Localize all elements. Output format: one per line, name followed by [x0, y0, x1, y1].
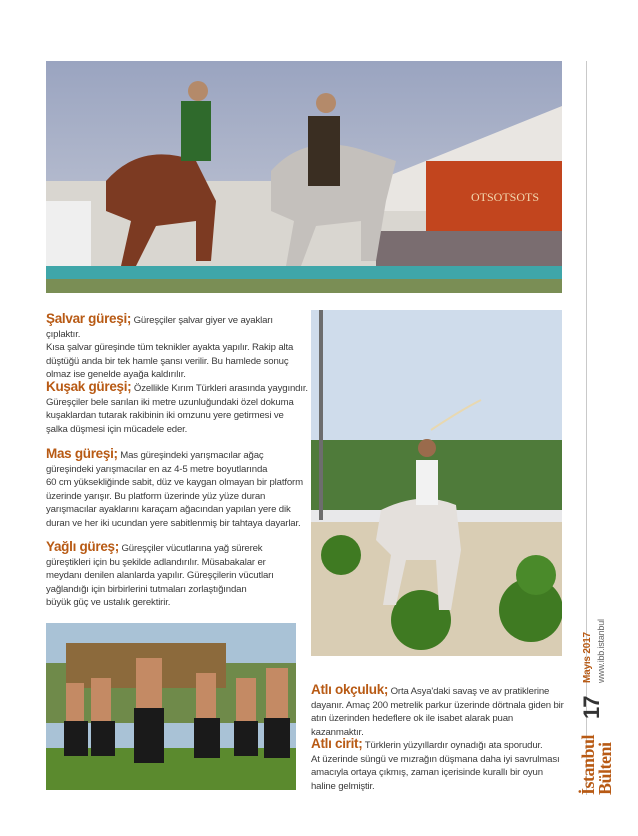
section-text: haline gelmiştir. — [311, 780, 375, 792]
brand-line-2: Bülteni — [595, 742, 615, 795]
section-text: Güreşçiler bele sarılan iki metre uzunluğundaki özel dokuma — [46, 396, 294, 408]
section-text: Güreşçiler vücutlarına yağ sürerek — [121, 543, 263, 554]
section-text: dayanır. Amaç 200 metrelik parkur üzerinde dörtnala giden bir — [311, 699, 564, 711]
section-text: olmaz ise genelde ayağa kaldırılır. — [46, 369, 186, 381]
section-heading: Mas güreşi; — [46, 446, 118, 461]
section-heading: Şalvar güreşi; — [46, 311, 132, 326]
section-text: üzerinde yarışır. Bu platform üzerinde yüz yüze duran — [46, 490, 266, 502]
atli-okculuk-section — [311, 683, 566, 739]
section-text: Mas güreşindeki yarışmacılar ağaç — [120, 450, 264, 461]
section-text: amacıyla ortaya çıkmış, zaman içerisinde kurallı bir oyun — [311, 767, 543, 779]
issue-date: Mayıs 2017 — [582, 632, 593, 683]
section-text: yarışmacılar ayaklarını karaçam ağacından yapılan yere dik — [46, 504, 291, 516]
section-text: yağlandığı için birbirlerini tutmaları zorlaştığından — [46, 583, 247, 595]
section-text: düştüğü anda bir tek hamle şansı verilir. Bu hamlede sonuç — [46, 355, 289, 367]
section-text: şalka düşmesi için mücadele eder. — [46, 423, 188, 435]
horseback-wrestlers-photo — [46, 61, 562, 293]
website-url: www.ibb.istanbul — [596, 619, 606, 683]
publication-logo — [580, 735, 614, 795]
section-text: kuşaklardan tutarak rakibinin iki omzunu yere getirmesi ve — [46, 410, 284, 422]
kusak-gures-section — [46, 380, 308, 436]
section-heading: Atlı okçuluk; — [311, 682, 389, 697]
section-heading: Kuşak güreşi; — [46, 379, 132, 394]
atli-cirit-section — [311, 737, 566, 793]
section-text: büyük güç ve ustalık gerektirir. — [46, 597, 171, 609]
section-text: Güreşçiler şalvar giyer ve ayakları çıplaktır. — [46, 315, 273, 340]
brand-line-1: İstanbul — [578, 734, 598, 795]
mas-gures-section — [46, 447, 308, 531]
sidebar-footer — [576, 535, 620, 795]
banner-text: OTSOTSOTS — [471, 190, 540, 204]
section-text: 60 cm yüksekliğinde sabit, düz ve kaygan olmayan bir platform — [46, 477, 303, 489]
section-text: Özellikle Kırım Türkleri arasında yaygındır. — [133, 383, 308, 394]
section-text: meydanı denilen alanlarda yapılır. Güreşçilerin vücutları — [46, 570, 274, 582]
section-text: Türklerin yüzyıllardır oynadığı ata sporudur. — [364, 740, 543, 751]
oil-wrestling-photo — [46, 623, 296, 790]
page-number: 17 — [579, 696, 604, 719]
mounted-archer-photo — [311, 310, 562, 656]
yagli-gures-section — [46, 540, 308, 610]
section-text: duran ve her iki ucundan yere sabitlenmiş bir tahtaya dayarlar. — [46, 517, 301, 529]
section-text: Kısa şalvar güreşinde tüm teknikler ayakta yapılır. Rakip alta — [46, 342, 294, 354]
section-heading: Yağlı güreş; — [46, 539, 119, 554]
section-text: güreştikleri için bu şekilde adlandırılır. Müsabakalar er — [46, 556, 266, 568]
section-text: Orta Asya'daki savaş ve av pratiklerine — [390, 686, 550, 697]
section-text: atın üzerinden hedeflere ok ile isabet alarak puan kazanmaktır. — [311, 713, 514, 738]
section-heading: Atlı cirit; — [311, 736, 363, 751]
section-text: güreşindeki yarışmacılar en az 4-5 metre boyutlarında — [46, 463, 268, 475]
salvar-gures-section — [46, 312, 308, 382]
section-text: At üzerinde süngü ve mızrağın düşmana daha iyi savrulması — [311, 753, 560, 765]
